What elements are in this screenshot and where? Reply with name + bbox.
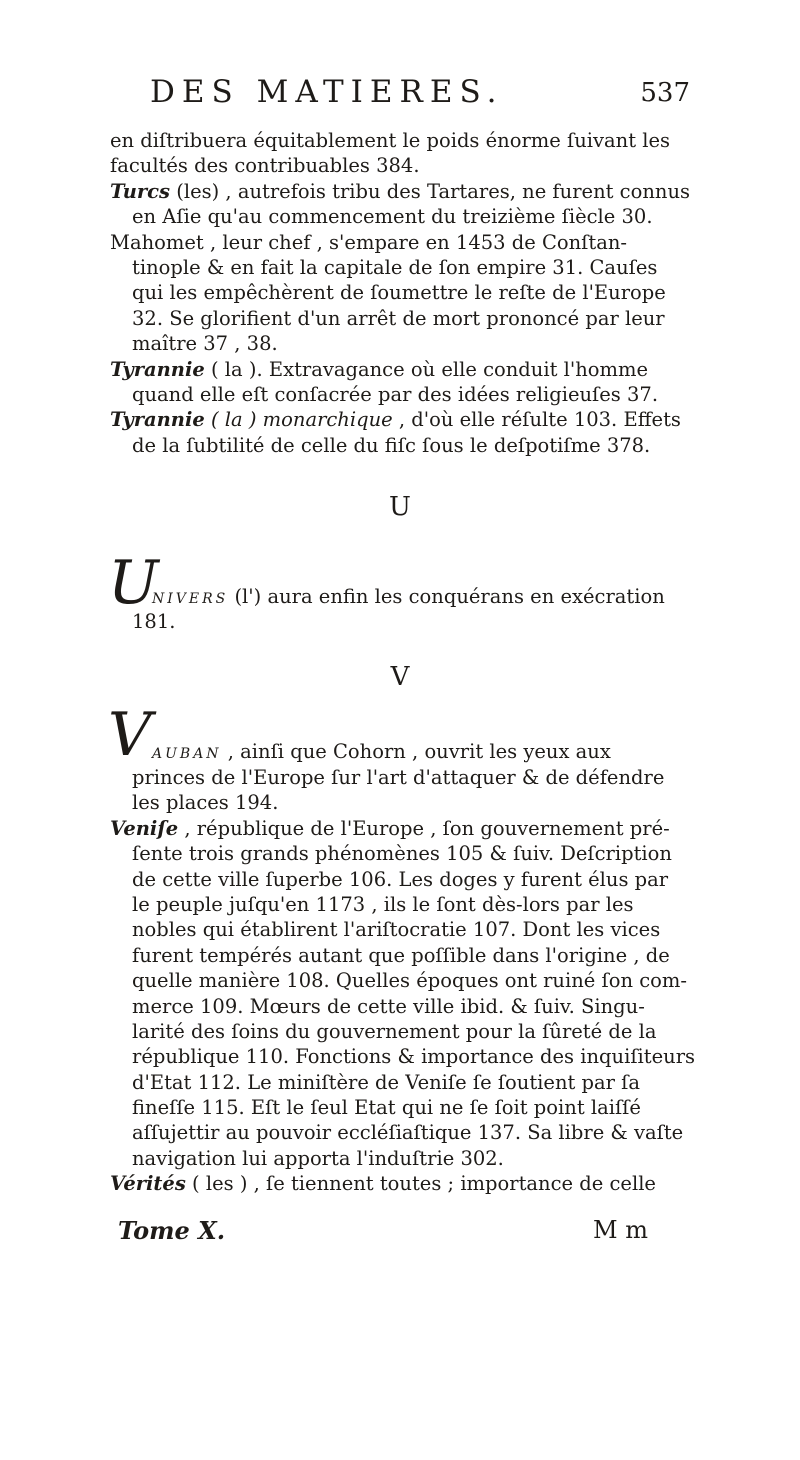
- text-line: république 110. Fonctions & importance des inquiſiteurs: [132, 1045, 696, 1069]
- entry-headword: Turcs: [110, 179, 171, 203]
- text-fragment: , d'où elle réſulte 103. Effets: [392, 408, 681, 432]
- signature-mark: M m: [593, 1216, 648, 1244]
- text-line: 181.: [132, 610, 176, 633]
- section-letter-u: U: [389, 492, 411, 522]
- drop-cap-u: U: [108, 548, 159, 618]
- index-entry-univers: [152, 584, 712, 609]
- text-continuation: [132, 609, 722, 634]
- text-line: qui les empêchèrent de ſoumettre le reſte de l'Europe: [132, 281, 666, 305]
- text-line: princes de l'Europe ſur l'art d'attaquer & de défendre: [132, 766, 665, 789]
- volume-mark: Tome X.: [118, 1216, 226, 1245]
- index-entry-tyrannie-monarchique: [110, 407, 700, 432]
- index-block-v: [110, 765, 700, 1197]
- small-caps-word: NIVERS: [152, 591, 229, 607]
- index-block-t: [110, 128, 700, 458]
- text-line: aſſujettir au pouvoir eccléſiaſtique 137. Sa libre & vaſte: [132, 1121, 684, 1145]
- text-line: fineſſe 115. Eſt le ſeul Etat qui ne ſe ſoit point laiſſé: [132, 1096, 641, 1120]
- text-fragment-italic: ( la ) monarchique: [204, 408, 393, 432]
- text-line: facultés des contribuables 384.: [110, 154, 420, 178]
- drop-cap-v: V: [108, 700, 152, 770]
- text-fragment: ( les ) , ſe tiennent toutes ; importance de celle: [185, 1172, 656, 1196]
- index-entry-turcs: [110, 179, 700, 204]
- index-entry-tyrannie: [110, 357, 700, 382]
- text-line: de la ſubtilité de celle du fiſc ſous le deſpotiſme 378.: [132, 433, 651, 457]
- text-line: tinople & en fait la capitale de ſon empire 31. Cauſes: [132, 255, 658, 279]
- text-line: ſente trois grands phénomènes 105 & ſuiv. Deſcription: [132, 842, 672, 866]
- text-fragment: ( la ). Extravagance où elle conduit l'homme: [204, 357, 649, 381]
- entry-headword: Veniſe: [110, 816, 179, 840]
- text-line: en Aſie qu'au commencement du treizième ſiècle 30.: [132, 205, 653, 229]
- text-line: quand elle eſt conſacrée par des idées religieuſes 37.: [132, 382, 659, 406]
- entry-headword: Tyrannie: [110, 408, 205, 432]
- text-line: le peuple juſqu'en 1173 , ils le ſont dès-lors par les: [132, 892, 634, 916]
- section-letter-v: V: [390, 662, 410, 692]
- text-line: en diſtribuera équitablement le poids énorme ſuivant les: [110, 129, 671, 152]
- text-line: maître 37 , 38.: [132, 332, 278, 356]
- signature-line: [118, 1216, 648, 1246]
- entry-headword: Vérités: [110, 1172, 186, 1196]
- text-line: furent tempérés autant que poſſible dans l'origine , de: [132, 943, 670, 967]
- text-line: les places 194.: [132, 791, 279, 815]
- index-entry-verites: [110, 1171, 700, 1196]
- small-caps-word: AUBAN: [152, 746, 222, 762]
- text-line: nobles qui établirent l'ariſtocratie 107. Dont les vices: [132, 918, 661, 942]
- text-line: merce 109. Mœurs de cette ville ibid. & ſuiv. Singu-: [132, 994, 645, 1018]
- running-head: [150, 74, 690, 114]
- text-fragment: , ainſi que Cohorn , ouvrit les yeux aux: [221, 740, 611, 763]
- index-entry-vauban: [152, 739, 712, 764]
- text-line: d'Etat 112. Le miniſtère de Veniſe ſe ſoutient par ſa: [132, 1070, 641, 1094]
- page-number: 537: [640, 78, 690, 108]
- text-line: Mahomet , leur chef , s'empare en 1453 de Conſtan-: [110, 230, 627, 254]
- index-entry-venise: [110, 816, 700, 841]
- entry-headword: Tyrannie: [110, 357, 205, 381]
- running-head-title: DES MATIERES.: [150, 74, 504, 110]
- text-fragment: (les) , autrefois tribu des Tartares, ne furent connus: [170, 179, 691, 203]
- text-line: larité des ſoins du gouvernement pour la ſûreté de la: [132, 1019, 657, 1043]
- text-line: quelle manière 108. Quelles époques ont ruiné ſon com-: [132, 969, 687, 993]
- text-fragment: , république de l'Europe , ſon gouvernement pré-: [178, 816, 670, 840]
- text-fragment: (l') aura enfin les conquérans en exécration: [228, 585, 665, 608]
- text-line: 32. Se glorifient d'un arrêt de mort prononcé par leur: [132, 306, 665, 330]
- text-line: navigation lui apporta l'induſtrie 302.: [132, 1146, 504, 1170]
- text-line: de cette ville ſuperbe 106. Les doges y furent élus par: [132, 867, 669, 891]
